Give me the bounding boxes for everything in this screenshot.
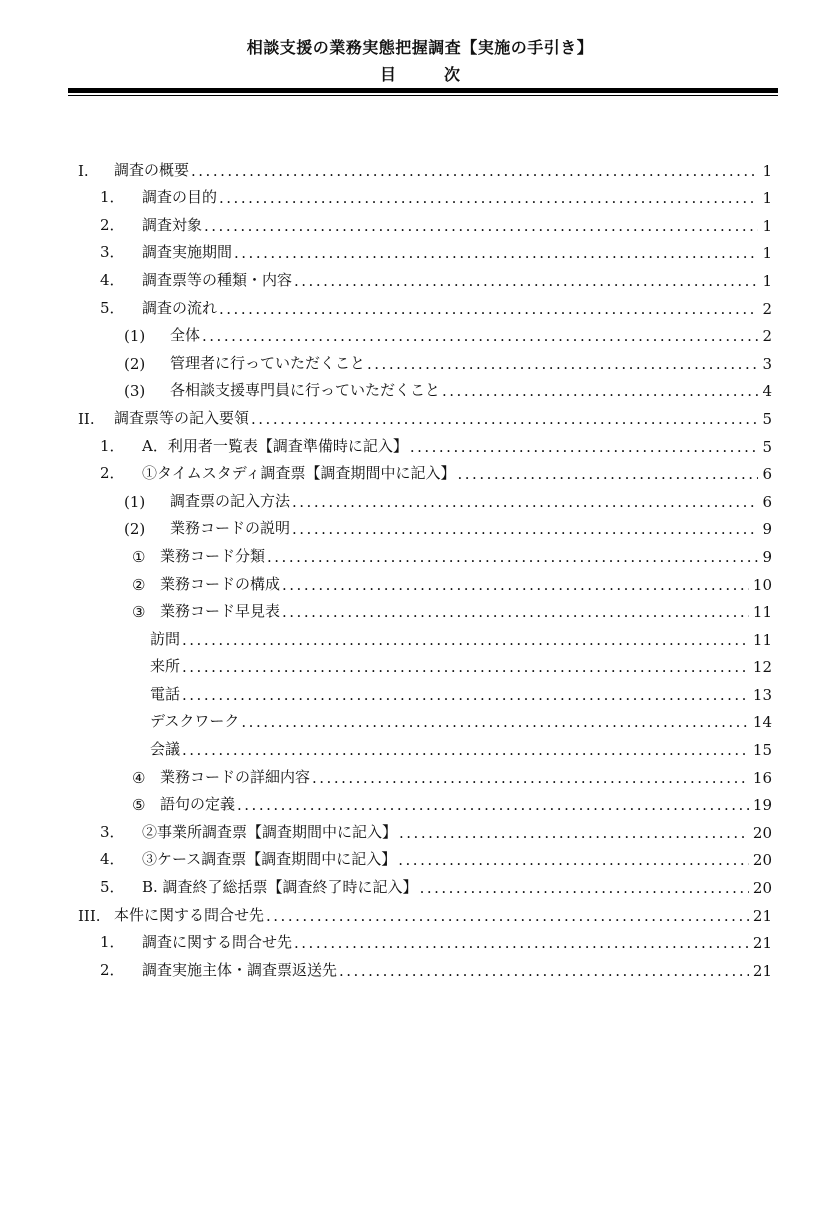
toc-entry[interactable] [78,180,772,208]
header-rule-thin [68,95,778,96]
toc-entry-page: 16 [752,768,772,787]
toc-entry-label: 全体 [170,326,201,345]
toc-entry-page: 4 [762,382,772,401]
toc-dot-leader [237,796,749,814]
toc-entry-number: (3) [124,382,146,401]
toc-entry-number: (1) [124,492,146,511]
toc-dot-leader [294,272,758,290]
toc-entry-number: 4． [100,850,125,869]
document-title: 相談支援の業務実態把握調査【実施の手引き】 [246,38,594,57]
toc-entry[interactable] [78,483,772,511]
toc-dot-leader [282,576,749,594]
toc-entry-page: 21 [752,934,772,953]
toc-dot-leader [294,934,749,952]
toc-entry[interactable] [78,621,772,649]
toc-entry-label: ③ケース調査票【調査期間中に記入】 [142,850,397,869]
toc-entry[interactable] [78,842,772,870]
toc-heading-left: 目 [379,65,396,84]
toc-entry-label: A．利用者一覧表【調査準備時に記入】 [142,436,408,455]
toc-entry-page: 1 [762,189,772,208]
toc-dot-leader [367,355,758,373]
toc-entry-number: ① [132,547,146,566]
toc-entry-label: 管理者に行っていただくこと [170,353,366,372]
toc-entry-number: ③ [132,603,146,622]
toc-entry-page: 1 [762,244,772,263]
toc-entry-number: (2) [124,520,146,539]
toc-entry-label: 各相談支援専門員に行っていただくこと [170,381,441,400]
toc-entry[interactable] [78,318,772,346]
toc-entry-page: 21 [752,961,772,980]
toc-dot-leader [410,438,758,456]
toc-entry-label: 調査票等の記入要領 [114,408,250,427]
toc-dot-leader [267,548,758,566]
toc-entry[interactable] [78,594,772,622]
toc-entry-label: 業務コードの構成 [160,574,281,593]
toc-entry-page: 1 [762,216,772,235]
toc-entry-number: ② [132,575,146,594]
toc-entry-label: 業務コードの詳細内容 [160,767,311,786]
toc-entry[interactable] [78,731,772,759]
toc-entry-label: 調査対象 [142,215,203,234]
toc-entry-number: 5． [100,878,125,897]
toc-entry-label: ①タイムスタディ調査票【調査期間中に記入】 [142,464,456,483]
toc-dot-leader [266,907,749,925]
toc-entry-page: 5 [762,409,772,428]
toc-entry-number: 3． [100,243,125,262]
toc-dot-leader [191,162,758,180]
toc-entry-page: 1 [762,271,772,290]
toc-entry-page: 19 [752,796,772,815]
toc-entry-page: 21 [752,906,772,925]
toc-entry-page: 20 [752,851,772,870]
toc-dot-leader [241,713,749,731]
toc-dot-leader [182,741,749,759]
toc-dot-leader [251,410,758,428]
toc-entry-number: 5． [100,298,125,317]
header-rule-thick [68,88,778,93]
toc-entry-label: 会議 [150,740,181,759]
toc-entry-label: 来所 [150,657,181,676]
toc-dot-leader [458,465,758,483]
toc-entry-label: 業務コードの説明 [170,519,291,538]
toc-entry[interactable] [78,952,772,980]
toc-entry-label: 本件に関する問合せ先 [114,905,265,924]
toc-entry-number: 4． [100,270,125,289]
toc-entry[interactable] [78,704,772,732]
toc-entry[interactable] [78,787,772,815]
toc-dot-leader [420,879,749,897]
toc-entry-label: 調査の流れ [142,298,218,317]
toc-entry-page: 20 [752,879,772,898]
toc-entry-label: 調査実施主体・調査票返送先 [142,960,338,979]
toc-entry[interactable] [78,152,772,180]
toc-dot-leader [339,962,749,980]
toc-entry-label: 業務コード分類 [160,546,266,565]
toc-entry[interactable] [78,869,772,897]
toc-entry-page: 12 [752,658,772,677]
toc-entry-page: 10 [752,575,772,594]
toc-entry-number: 2． [100,960,125,979]
toc-entry-number: 1． [100,933,125,952]
toc-entry[interactable] [78,456,772,484]
toc-entry[interactable] [78,649,772,677]
toc-dot-leader [219,189,758,207]
toc-entry-page: 6 [762,492,772,511]
toc-entry[interactable] [78,235,772,263]
toc-entry-label: 電話 [150,684,181,703]
toc-entry-number: III. [78,906,101,925]
toc-entry[interactable] [78,290,772,318]
toc-entry-number: II. [78,409,95,428]
toc-entry-label: 訪問 [150,629,181,648]
toc-entry[interactable] [78,925,772,953]
toc-entry-label: デスクワーク [150,712,240,731]
toc-entry-page: 3 [762,354,772,373]
table-of-contents [78,152,772,980]
toc-entry[interactable] [78,676,772,704]
toc-entry-number: 3． [100,822,125,841]
toc-dot-leader [312,769,749,787]
toc-dot-leader [202,327,758,345]
toc-dot-leader [398,851,749,869]
toc-entry-page: 2 [762,327,772,346]
toc-entry[interactable] [78,373,772,401]
toc-entry-page: 13 [752,685,772,704]
toc-entry-page: 20 [752,823,772,842]
toc-entry-page: 14 [752,713,772,732]
toc-dot-leader [292,493,758,511]
toc-entry-number: (2) [124,354,146,373]
toc-entry[interactable] [78,814,772,842]
toc-entry[interactable] [78,538,772,566]
toc-entry[interactable] [78,897,772,925]
toc-entry[interactable] [78,400,772,428]
toc-dot-leader [399,824,749,842]
toc-heading [0,62,840,85]
toc-dot-leader [182,631,749,649]
toc-entry-number: 2． [100,464,125,483]
toc-dot-leader [442,382,758,400]
toc-dot-leader [182,658,749,676]
toc-entry-number: 2． [100,215,125,234]
toc-entry-number: ⑤ [132,796,146,815]
toc-entry[interactable] [78,207,772,235]
toc-entry-page: 6 [762,465,772,484]
toc-heading-right: 次 [444,65,461,84]
toc-entry-page: 15 [752,741,772,760]
toc-entry-label: ②事業所調査票【調査期間中に記入】 [142,822,398,841]
toc-entry-page: 2 [762,299,772,318]
toc-dot-leader [282,603,749,621]
toc-entry[interactable] [78,262,772,290]
toc-entry-number: (1) [124,327,146,346]
toc-entry-number: ④ [132,768,146,787]
toc-entry-label: 調査実施期間 [142,243,233,262]
toc-dot-leader [219,300,758,318]
toc-entry[interactable] [78,759,772,787]
toc-entry-label: 調査に関する問合せ先 [142,933,293,952]
toc-dot-leader [292,520,758,538]
toc-entry[interactable] [78,345,772,373]
toc-entry[interactable] [78,566,772,594]
toc-entry-number: 1． [100,436,125,455]
toc-entry-page: 1 [762,161,772,180]
toc-entry-number: 1． [100,188,125,207]
toc-entry-page: 9 [762,547,772,566]
toc-entry-page: 9 [762,520,772,539]
toc-entry-label: 調査票の記入方法 [170,491,291,510]
toc-entry-label: 調査の概要 [114,160,190,179]
toc-entry[interactable] [78,511,772,539]
toc-entry-label: 調査票等の種類・内容 [142,270,293,289]
toc-entry-page: 11 [752,630,772,649]
toc-dot-leader [182,686,749,704]
toc-dot-leader [204,217,758,235]
toc-entry-page: 11 [752,603,772,622]
toc-entry-label: 調査の目的 [142,188,218,207]
toc-dot-leader [234,244,758,262]
toc-entry-page: 5 [762,437,772,456]
toc-entry-label: B. 調査終了総括票【調査終了時に記入】 [142,878,418,897]
toc-entry-label: 語句の定義 [160,795,236,814]
toc-entry[interactable] [78,428,772,456]
toc-entry-number: I. [78,161,89,180]
toc-entry-label: 業務コード早見表 [160,602,281,621]
